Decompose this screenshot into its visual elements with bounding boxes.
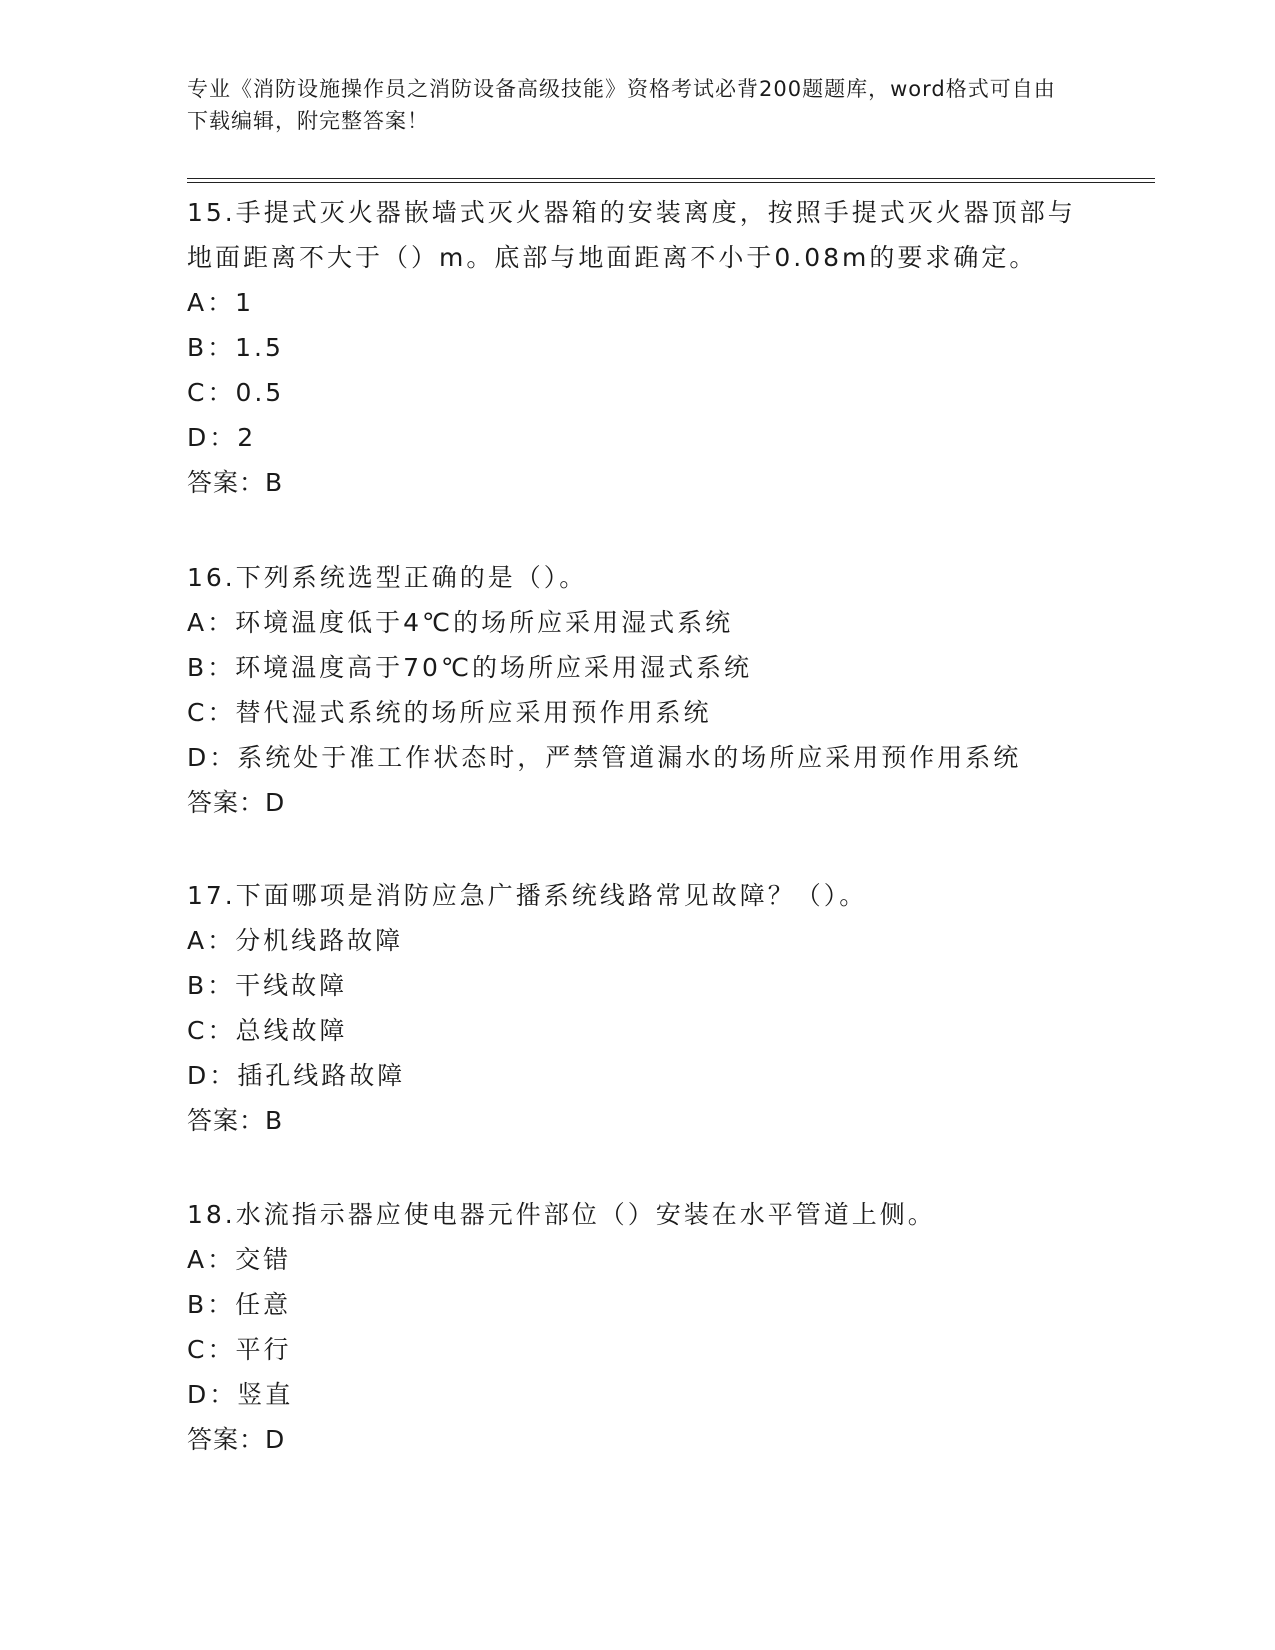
question-stem: 16.下列系统选型正确的是（）。 [187, 563, 588, 592]
question-17 [187, 873, 1087, 1143]
option-d: D：2 [187, 423, 257, 452]
question-stem: 17.下面哪项是消防应急广播系统线路常见故障？（）。 [187, 881, 868, 910]
answer: 答案：B [187, 1106, 284, 1135]
option-b: B：干线故障 [187, 971, 348, 1000]
option-d: D：竖直 [187, 1380, 294, 1409]
option-a: A：分机线路故障 [187, 926, 404, 955]
option-b: B：1.5 [187, 333, 284, 362]
question-16 [187, 555, 1087, 825]
header-divider-top [187, 178, 1155, 179]
option-a: A：环境温度低于4℃的场所应采用湿式系统 [187, 608, 734, 637]
document-header: 专业《消防设施操作员之消防设备高级技能》资格考试必背200题题库，word格式可自由下载编辑，附完整答案！ [187, 77, 1056, 133]
answer: 答案：D [187, 788, 286, 817]
option-c: C：平行 [187, 1335, 292, 1364]
option-d: D：系统处于准工作状态时，严禁管道漏水的场所应采用预作用系统 [187, 743, 1022, 772]
answer: 答案：D [187, 1425, 286, 1454]
option-c: C：0.5 [187, 378, 285, 407]
question-15 [187, 190, 1087, 505]
option-b: B：环境温度高于70℃的场所应采用湿式系统 [187, 653, 753, 682]
option-b: B：任意 [187, 1290, 292, 1319]
question-stem: 18.水流指示器应使电器元件部位（）安装在水平管道上侧。 [187, 1200, 936, 1229]
question-18 [187, 1192, 1087, 1462]
option-d: D：插孔线路故障 [187, 1061, 406, 1090]
answer: 答案：B [187, 468, 284, 497]
option-a: A：交错 [187, 1245, 292, 1274]
option-c: C：替代湿式系统的场所应采用预作用系统 [187, 698, 712, 727]
option-c: C：总线故障 [187, 1016, 348, 1045]
question-stem: 15.手提式灭火器嵌墙式灭火器箱的安装离度，按照手提式灭火器顶部与地面距离不大于（）m。底部与地面距离不小于0.08m的要求确定。 [187, 198, 1076, 272]
header-divider-bottom [187, 182, 1155, 183]
option-a: A：1 [187, 288, 255, 317]
